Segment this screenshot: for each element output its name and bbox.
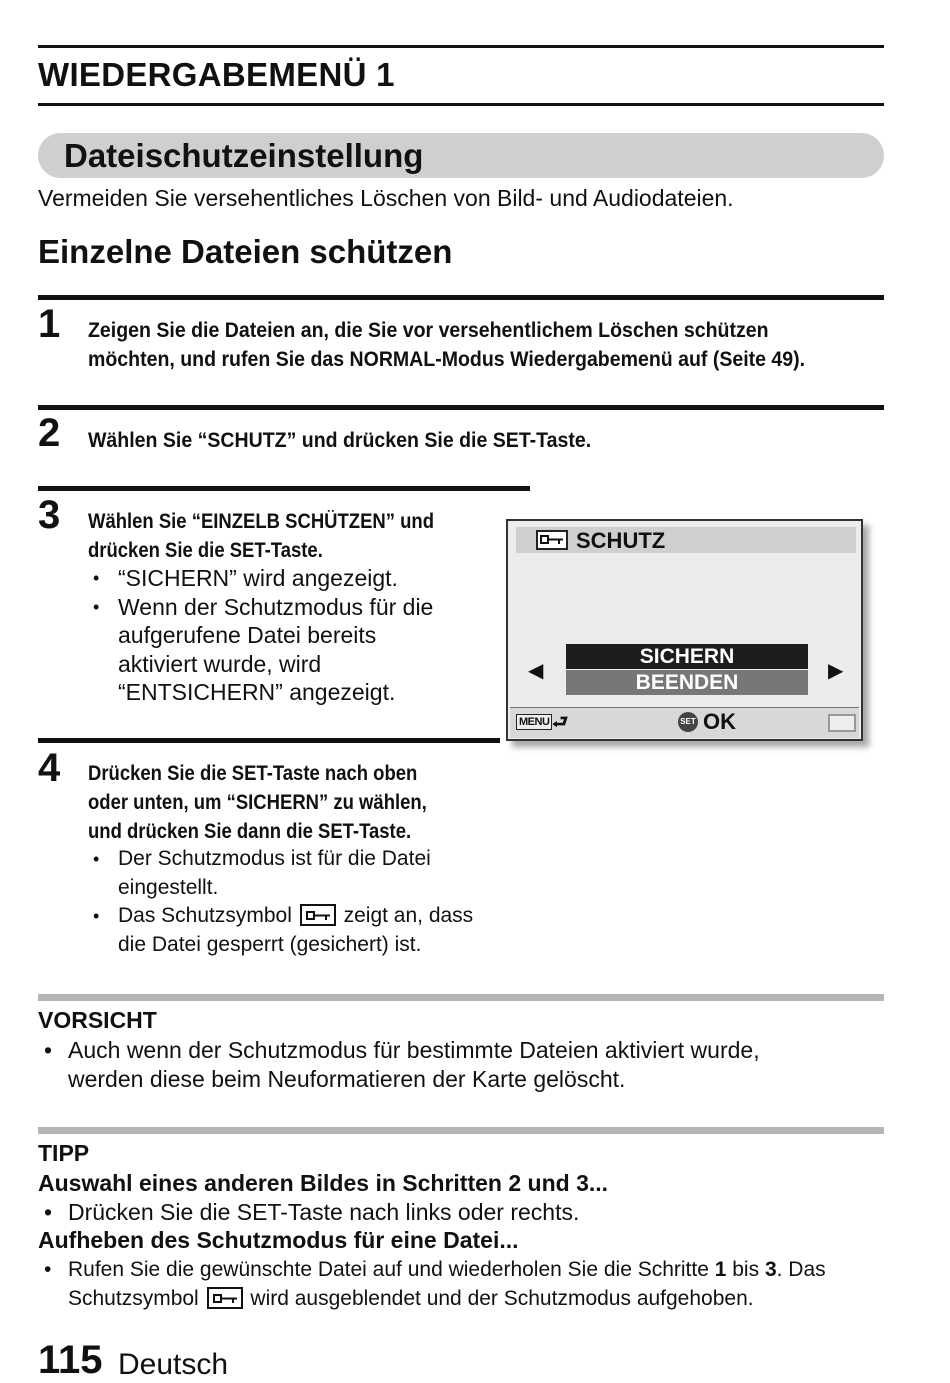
tip-rule [38,1127,884,1134]
return-icon: ⮐ [552,712,569,732]
step-3-line: Wählen Sie “EINZELB SCHÜTZEN” und [88,510,435,533]
step-1-text [88,316,805,374]
top-rule [38,45,884,48]
protect-key-icon [300,904,336,926]
bullet-item: • Wenn der Schutzmodus für die aufgerufene Datei bereits aktiviert wurde, wird “ENTSICHERN” angezeigt. [90,593,433,707]
step-4-line: oder unten, um “SICHERN” zu wählen, [88,791,427,814]
step-3-bullets [90,564,433,707]
caution-rule [38,994,884,1001]
screen-title: SCHUTZ [576,528,666,553]
left-arrow-icon[interactable]: ◀ [528,660,544,682]
step-3-text [88,507,434,565]
step-2-rule [38,405,884,410]
tip-title: TIPP [38,1140,90,1166]
option-beenden[interactable]: BEENDEN [566,670,808,695]
step-4-rule [38,738,500,743]
step-3-number: 3 [38,493,61,537]
page-language: Deutsch [118,1348,229,1381]
bullet-item: • Das Schutzsymbol zeigt an, dass die Datei gesperrt (gesichert) ist. [90,902,473,959]
section-bar [38,133,884,178]
tip-heading-2: Aufheben des Schutzmodus für eine Datei... [38,1227,519,1253]
battery-icon [828,714,856,732]
option-sichern[interactable]: SICHERN [566,644,808,669]
right-arrow-icon[interactable]: ▶ [828,660,844,682]
step-4-bullets [90,845,473,959]
set-icon: SET [678,712,698,732]
protect-key-icon [207,1287,243,1309]
chapter-title: WIEDERGABEMENÜ 1 [38,56,395,93]
page-number: 115 [38,1338,103,1382]
menu-icon: MENU [516,714,552,730]
camera-screen [506,519,863,741]
subheading: Einzelne Dateien schützen [38,233,453,270]
chapter-rule [38,103,884,106]
step-2-text [88,426,591,455]
bullet-item: • “SICHERN” wird angezeigt. [90,564,433,593]
tip-heading-1: Auswahl eines anderen Bildes in Schritten 2 und 3... [38,1170,609,1196]
step-3-line: drücken Sie die SET-Taste. [88,539,323,562]
intro-text: Vermeiden Sie versehentliches Löschen von Bild- und Audiodateien. [38,185,734,211]
step-1-line: möchten, und rufen Sie das NORMAL-Modus Wiedergabemenü auf (Seite 49). [88,348,806,371]
screen-footer [510,707,859,738]
ok-label: OK [703,709,736,734]
key-icon [536,530,568,550]
screen-header [516,527,856,553]
bullet-item: • Der Schutzmodus ist für die Datei eingestellt. [90,845,473,902]
step-3-rule [38,486,530,491]
step-2-line: Wählen Sie “SCHUTZ” und drücken Sie die SET-Taste. [88,429,592,452]
section-title: Dateischutzeinstellung [64,137,424,174]
step-1-number: 1 [38,302,61,346]
step-2-number: 2 [38,411,61,455]
step-1-rule [38,295,884,300]
step-4-line: und drücken Sie dann die SET-Taste. [88,820,412,843]
step-1-line: Zeigen Sie die Dateien an, die Sie vor versehentlichem Löschen schützen [88,319,769,342]
step-4-text [88,759,427,846]
caution-title: VORSICHT [38,1007,157,1033]
step-4-line: Drücken Sie die SET-Taste nach oben [88,762,418,785]
step-4-number: 4 [38,746,61,790]
